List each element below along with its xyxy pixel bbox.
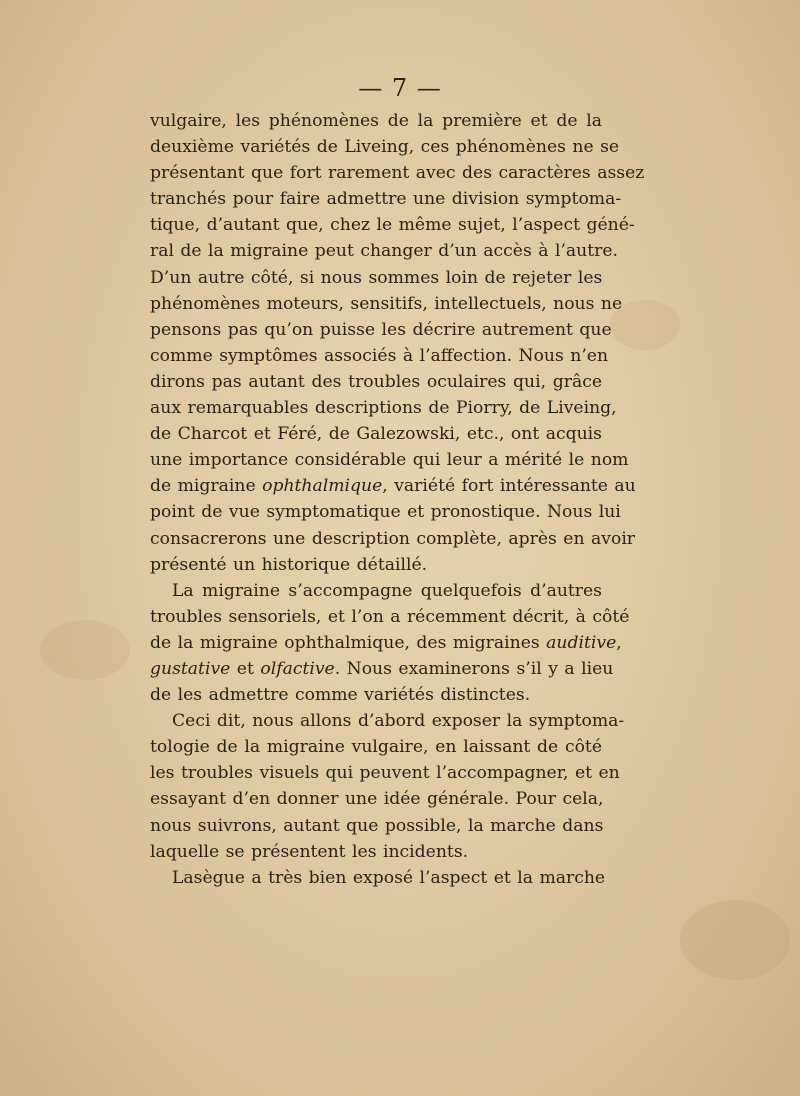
text-line: laquelle se présentent les incidents. xyxy=(150,841,469,862)
text-line: deuxième variétés de Liveing, ces phénomènes ne se xyxy=(150,137,620,158)
text-line: consacrerons une description complète, après en avoir xyxy=(150,528,636,549)
italic-term: olfactive xyxy=(260,658,335,679)
paper-stain xyxy=(40,620,130,680)
text-line: une importance considérable qui leur a mérité le nom xyxy=(150,450,629,471)
italic-term: ophthalmique xyxy=(262,476,383,497)
text-line: troubles sensoriels, et l’on a récemment décrit, à côté xyxy=(150,606,630,627)
text-line: Lasègue a très bien exposé l’aspect et la marche xyxy=(172,867,606,888)
text-line: Ceci dit, nous allons d’abord exposer la symptoma- xyxy=(172,711,625,732)
paper-stain xyxy=(680,900,790,980)
text-line: aux remarquables descriptions de Piorry, de Liveing, xyxy=(150,398,617,419)
text-line: pensons pas qu’on puisse les décrire autrement que xyxy=(150,319,612,340)
text-line: de Charcot et Féré, de Galezowski, etc., ont acquis xyxy=(150,424,602,445)
text-line-with-italic: de la migraine ophthalmique, des migraines auditive, xyxy=(150,632,622,653)
text-line: essayant d’en donner une idée générale. Pour cela, xyxy=(150,789,604,810)
text-line: nous suivrons, autant que possible, la marche dans xyxy=(150,815,604,836)
text-line-with-italic: gustative et olfactive. Nous examinerons s’il y a lieu xyxy=(150,658,614,679)
text-line: comme symptômes associés à l’affection. Nous n’en xyxy=(150,345,609,366)
text-line: dirons pas autant des troubles oculaires qui, grâce xyxy=(150,371,602,392)
text-line-with-italic: de migraine ophthalmique, variété fort intéressante au xyxy=(150,476,636,497)
text-line: tique, d’autant que, chez le même sujet, l’aspect géné- xyxy=(150,215,635,236)
text-line: D’un autre côté, si nous sommes loin de rejeter les xyxy=(150,267,603,288)
text-line: les troubles visuels qui peuvent l’accompagner, et en xyxy=(150,763,620,784)
text-line: point de vue symptomatique et pronostique. Nous lui xyxy=(150,502,621,523)
text-line: vulgaire, les phénomènes de la première et de la xyxy=(150,111,602,131)
body-text xyxy=(150,108,645,891)
page-number: — 7 — xyxy=(358,74,442,102)
italic-term: auditive xyxy=(546,632,617,653)
text-line: présenté un historique détaillé. xyxy=(150,554,428,575)
text-line: tologie de la migraine vulgaire, en laissant de côté xyxy=(150,737,602,758)
italic-term: gustative xyxy=(150,658,231,679)
text-line: de les admettre comme variétés distinctes. xyxy=(150,685,531,706)
text-line: ral de la migraine peut changer d’un accès à l’autre. xyxy=(150,241,618,262)
text-line: phénomènes moteurs, sensitifs, intellectuels, nous ne xyxy=(150,293,623,314)
text-line: tranchés pour faire admettre une division symptoma- xyxy=(150,189,622,210)
text-line: présentant que fort rarement avec des caractères assez xyxy=(150,163,645,184)
text-line: La migraine s’accompagne quelquefois d’autres xyxy=(172,580,602,601)
